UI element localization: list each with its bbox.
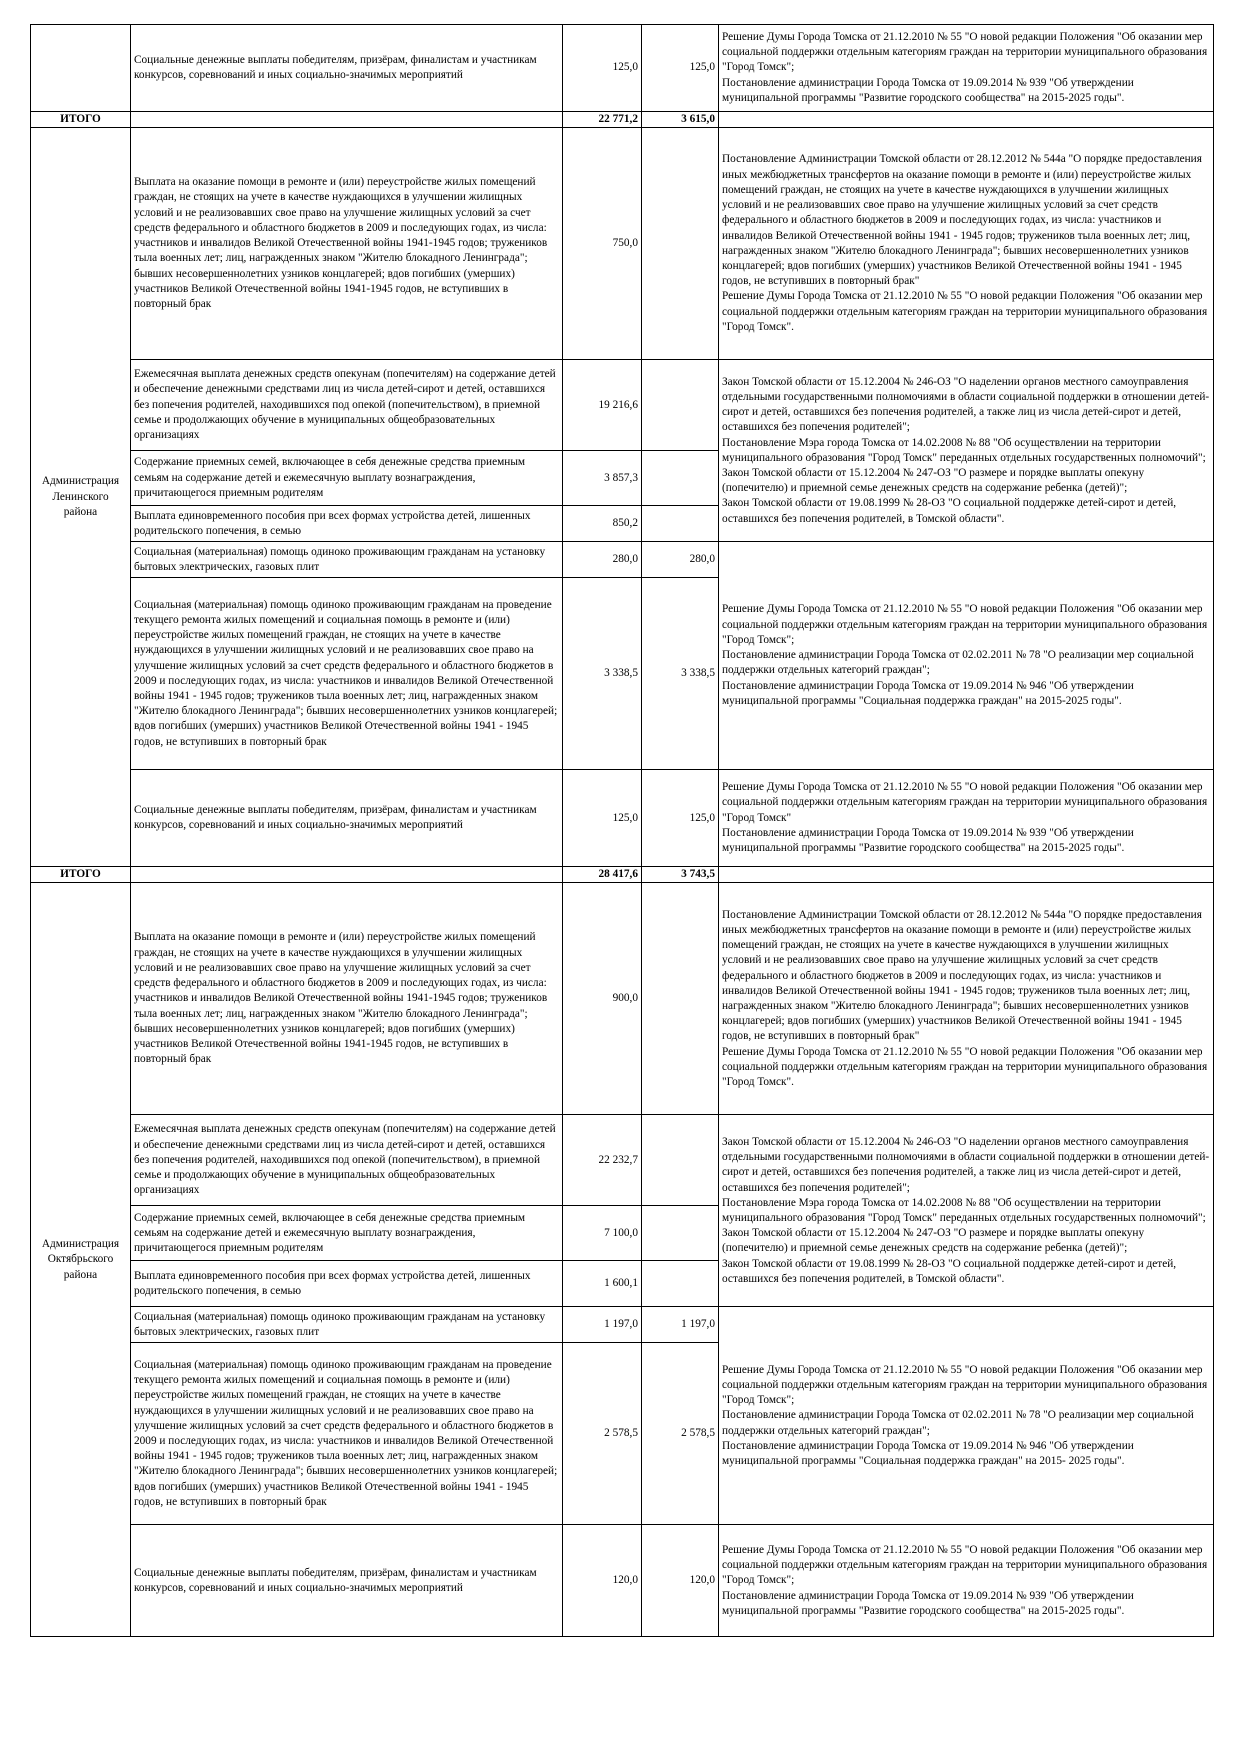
amount-total: 2 578,5 — [563, 1343, 642, 1525]
measure-description: Содержание приемных семей, включающее в себя денежные средства приемным семьям на содержание детей и ежемесячную выплату вознаграждения, причитающегося приемным родителям — [131, 451, 563, 506]
amount-local — [642, 360, 719, 451]
total-amount-local: 3 743,5 — [642, 867, 719, 883]
measure-description: Социальная (материальная) помощь одиноко проживающим гражданам на проведение текущего ремонта жилых помещений и социальная помощь в ремонте и (или) переустройстве жилых помещений граждан, не стоящих на учете в качестве нуждающихся в улучшении жилищных условий и не реализовавших свое право на улучшение жилищных условий за счет средств федерального и областного бюджетов в 2009 и последующих годах, из числа: участников и инвалидов Великой Отечественной войны 1941 - 1945 годов; тружеников тыла военных лет; лиц, награжденных знаком "Жителю блокадного Ленинграда"; бывших несовершеннолетних узников концлагерей; вдов погибших (умерших) участников Великой Отечественной войны 1941 - 1945 годов, не вступивших в повторный брак — [131, 1343, 563, 1525]
amount-local: 1 197,0 — [642, 1307, 719, 1343]
legal-basis: Закон Томской области от 15.12.2004 № 246-ОЗ "О наделении органов местного самоуправления отдельными государственными полномочиями в области социальной поддержки в отношении детей-сирот и детей, оставшихся без попечения родителей, а также лиц из числа детей-сирот и детей, оставшихся без попечения родителей"; Постановление Мэра города Томска от 14.02.2008 № 88 "Об осуществлении на территории муниципального образования "Город Томск" переданных отдельных государственных полномочий"; Закон Томской области от 15.12.2004 № 247-ОЗ "О размере и порядке выплаты опекуну (попечителю) и приемной семье денежных средств на содержание ребенка (детей)"; Закон Томской области от 19.08.1999 № 28-ОЗ "О социальной поддержке детей-сирот и детей, оставшихся без попечения родителей, в Томской области". — [719, 360, 1214, 542]
total-amount: 22 771,2 — [563, 112, 642, 128]
total-row — [31, 867, 1214, 883]
total-spacer — [131, 112, 563, 128]
amount-total: 3 857,3 — [563, 451, 642, 506]
measure-description: Выплата единовременного пособия при всех формах устройства детей, лишенных родительского попечения, в семью — [131, 506, 563, 542]
total-spacer — [131, 867, 563, 883]
measure-description: Социальные денежные выплаты победителям, призёрам, финалистам и участникам конкурсов, соревнований и иных социально-значимых мероприятий — [131, 770, 563, 867]
table-row — [31, 770, 1214, 867]
measure-description: Ежемесячная выплата денежных средств опекунам (попечителям) на содержание детей и обеспечение денежными средствами лиц из числа детей-сирот и детей, оставшихся без попечения родителей, находившихся под опекой (попечительством), в приемной семье и продолжающих обучение в муниципальных общеобразовательных организациях — [131, 360, 563, 451]
amount-local: 2 578,5 — [642, 1343, 719, 1525]
measure-description: Социальная (материальная) помощь одиноко проживающим гражданам на установку бытовых электрических, газовых плит — [131, 542, 563, 578]
measure-description: Социальные денежные выплаты победителям, призёрам, финалистам и участникам конкурсов, соревнований и иных социально-значимых мероприятий — [131, 25, 563, 112]
amount-local — [642, 128, 719, 360]
amount-local — [642, 506, 719, 542]
amount-local: 125,0 — [642, 770, 719, 867]
measure-description: Выплата на оказание помощи в ремонте и (или) переустройстве жилых помещений граждан, не стоящих на учете в качестве нуждающихся в улучшении жилищных условий и не реализовавших свое право на улучшение жилищных условий за счет средств федерального и областного бюджетов в 2009 и последующих годах, из числа: участников и инвалидов Великой Отечественной войны 1941-1945 годов; тружеников тыла военных лет; лиц, награжденных знаком "Жителю блокадного Ленинграда"; бывших несовершеннолетних узников концлагерей; вдов погибших (умерших) участников Великой Отечественной войны 1941-1945 годов, не вступивших в повторный брак — [131, 883, 563, 1115]
amount-local — [642, 1115, 719, 1206]
amount-local — [642, 1206, 719, 1261]
amount-local: 280,0 — [642, 542, 719, 578]
total-amount: 28 417,6 — [563, 867, 642, 883]
table-row — [31, 883, 1214, 1115]
total-spacer — [719, 112, 1214, 128]
amount-local: 120,0 — [642, 1525, 719, 1637]
measure-description: Ежемесячная выплата денежных средств опекунам (попечителям) на содержание детей и обеспечение денежными средствами лиц из числа детей-сирот и детей, оставшихся без попечения родителей, находившихся под опекой (попечительством), в приемной семье и продолжающих обучение в муниципальных общеобразовательных организациях — [131, 1115, 563, 1206]
amount-total: 750,0 — [563, 128, 642, 360]
legal-basis: Решение Думы Города Томска от 21.12.2010 № 55 "О новой редакции Положения "Об оказании мер социальной поддержки отдельным категориям граждан на территории муниципального образования "Город Томск"; Постановление администрации Города Томска от 02.02.2011 № 78 "О реализации мер социальной поддержки отдельных категорий граждан"; Постановление администрации Города Томска от 19.09.2014 № 946 "Об утверждении муниципальной программы "Социальная поддержка граждан" на 2015-2025 годы". — [719, 542, 1214, 770]
measure-description: Выплата единовременного пособия при всех формах устройства детей, лишенных родительского попечения, в семью — [131, 1261, 563, 1307]
table-row — [31, 25, 1214, 112]
legal-basis: Решение Думы Города Томска от 21.12.2010 № 55 "О новой редакции Положения "Об оказании мер социальной поддержки отдельным категориям граждан на территории муниципального образования "Город Томск"; Постановление администрации Города Томска от 02.02.2011 № 78 "О реализации мер социальной поддержки отдельных категорий граждан"; Постановление администрации Города Томска от 19.09.2014 № 946 "Об утверждении муниципальной программы "Социальная поддержка граждан" на 2015- 2025 годы". — [719, 1307, 1214, 1525]
total-amount-local: 3 615,0 — [642, 112, 719, 128]
amount-total: 125,0 — [563, 770, 642, 867]
legal-basis: Решение Думы Города Томска от 21.12.2010 № 55 "О новой редакции Положения "Об оказании мер социальной поддержки отдельным категориям граждан на территории муниципального образования "Город Томск"; Постановление администрации Города Томска от 19.09.2014 № 939 "Об утверждении муниципальной программы "Развитие городского сообщества" на 2015-2025 годы". — [719, 25, 1214, 112]
amount-local: 3 338,5 — [642, 578, 719, 770]
measure-description: Выплата на оказание помощи в ремонте и (или) переустройстве жилых помещений граждан, не стоящих на учете в качестве нуждающихся в улучшении жилищных условий и не реализовавших свое право на улучшение жилищных условий за счет средств федерального и областного бюджетов в 2009 и последующих годах, из числа: участников и инвалидов Великой Отечественной войны 1941-1945 годов; тружеников тыла военных лет; лиц, награжденных знаком "Жителю блокадного Ленинграда"; бывших несовершеннолетних узников концлагерей; вдов погибших (умерших) участников Великой Отечественной войны 1941-1945 годов, не вступивших в повторный брак — [131, 128, 563, 360]
org-name: Администрация Ленинского района — [31, 128, 131, 867]
total-label: ИТОГО — [31, 112, 131, 128]
amount-local — [642, 1261, 719, 1307]
amount-total: 850,2 — [563, 506, 642, 542]
amount-total: 120,0 — [563, 1525, 642, 1637]
amount-local — [642, 451, 719, 506]
amount-total: 280,0 — [563, 542, 642, 578]
table-row — [31, 1115, 1214, 1206]
legal-basis: Решение Думы Города Томска от 21.12.2010 № 55 "О новой редакции Положения "Об оказании мер социальной поддержки отдельным категориям граждан на территории муниципального образования "Город Томск" Постановление администрации Города Томска от 19.09.2014 № 939 "Об утверждении муниципальной программы "Развитие городского сообщества" на 2015-2025 годы". — [719, 770, 1214, 867]
table-row — [31, 360, 1214, 451]
amount-total: 7 100,0 — [563, 1206, 642, 1261]
table-row — [31, 1525, 1214, 1637]
org-cell — [31, 25, 131, 112]
legal-basis: Постановление Администрации Томской области от 28.12.2012 № 544а "О порядке предоставления иных межбюджетных трансфертов на оказание помощи в ремонте и (или) переустройстве жилых помещений граждан, не стоящих на учете в качестве нуждающихся в улучшении жилищных условий и не реализовавших свое право на улучшение жилищных условий за счет средств федерального и областного бюджетов в 2009 и последующих годах, из числа: участников и инвалидов Великой Отечественной войны 1941 - 1945 годов; тружеников тыла военных лет; лиц, награжденных знаком "Жителю блокадного Ленинграда"; бывших несовершеннолетних узников концлагерей; вдов погибших (умерших) участников Великой Отечественной войны 1941 - 1945 годов, не вступивших в повторный брак" Решение Думы Города Томска от 21.12.2010 № 55 "О новой редакции Положения "Об оказании мер социальной поддержки отдельным категориям граждан на территории муниципального образования "Город Томск". — [719, 128, 1214, 360]
total-spacer — [719, 867, 1214, 883]
table-row — [31, 1307, 1214, 1343]
amount-total: 3 338,5 — [563, 578, 642, 770]
total-label: ИТОГО — [31, 867, 131, 883]
amount-total: 19 216,6 — [563, 360, 642, 451]
measure-description: Содержание приемных семей, включающее в себя денежные средства приемным семьям на содержание детей и ежемесячную выплату вознаграждения, причитающегося приемным родителям — [131, 1206, 563, 1261]
amount-total: 125,0 — [563, 25, 642, 112]
budget-table — [30, 24, 1214, 1637]
org-name: Администрация Октябрьского района — [31, 883, 131, 1637]
amount-total: 1 600,1 — [563, 1261, 642, 1307]
legal-basis: Решение Думы Города Томска от 21.12.2010 № 55 "О новой редакции Положения "Об оказании мер социальной поддержки отдельным категориям граждан на территории муниципального образования "Город Томск"; Постановление администрации Города Томска от 19.09.2014 № 939 "Об утверждении муниципальной программы "Развитие городского сообщества" на 2015-2025 годы". — [719, 1525, 1214, 1637]
legal-basis: Постановление Администрации Томской области от 28.12.2012 № 544а "О порядке предоставления иных межбюджетных трансфертов на оказание помощи в ремонте и (или) переустройстве жилых помещений граждан, не стоящих на учете в качестве нуждающихся в улучшении жилищных условий и не реализовавших свое право на улучшение жилищных условий за счет средств федерального и областного бюджетов в 2009 и последующих годах, из числа: участников и инвалидов Великой Отечественной войны 1941 - 1945 годов; тружеников тыла военных лет; лиц, награжденных знаком "Жителю блокадного Ленинграда"; бывших несовершеннолетних узников концлагерей; вдов погибших (умерших) участников Великой Отечественной войны 1941 - 1945 годов, не вступивших в повторный брак" Решение Думы Города Томска от 21.12.2010 № 55 "О новой редакции Положения "Об оказании мер социальной поддержки отдельным категориям граждан на территории муниципального образования "Город Томск". — [719, 883, 1214, 1115]
measure-description: Социальная (материальная) помощь одиноко проживающим гражданам на установку бытовых электрических, газовых плит — [131, 1307, 563, 1343]
measure-description: Социальная (материальная) помощь одиноко проживающим гражданам на проведение текущего ремонта жилых помещений и социальная помощь в ремонте и (или) переустройстве жилых помещений граждан, не стоящих на учете в качестве нуждающихся в улучшении жилищных условий и не реализовавших свое право на улучшение жилищных условий за счет средств федерального и областного бюджетов в 2009 и последующих годах, из числа: участников и инвалидов Великой Отечественной войны 1941 - 1945 годов; тружеников тыла военных лет; лиц, награжденных знаком "Жителю блокадного Ленинграда"; бывших несовершеннолетних узников концлагерей; вдов погибших (умерших) участников Великой Отечественной войны 1941 - 1945 годов, не вступивших в повторный брак — [131, 578, 563, 770]
legal-basis: Закон Томской области от 15.12.2004 № 246-ОЗ "О наделении органов местного самоуправления отдельными государственными полномочиями в области социальной поддержки в отношении детей-сирот и детей, оставшихся без попечения родителей, а также лиц из числа детей-сирот и детей, оставшихся без попечения родителей"; Постановление Мэра города Томска от 14.02.2008 № 88 "Об осуществлении на территории муниципального образования "Город Томск" переданных отдельных государственных полномочий"; Закон Томской области от 15.12.2004 № 247-ОЗ "О размере и порядке выплаты опекуну (попечителю) и приемной семье денежных средств на содержание ребенка (детей)"; Закон Томской области от 19.08.1999 № 28-ОЗ "О социальной поддержке детей-сирот и детей, оставшихся без попечения родителей, в Томской области". — [719, 1115, 1214, 1307]
amount-total: 900,0 — [563, 883, 642, 1115]
table-row — [31, 542, 1214, 578]
amount-total: 1 197,0 — [563, 1307, 642, 1343]
amount-total: 22 232,7 — [563, 1115, 642, 1206]
amount-local — [642, 883, 719, 1115]
measure-description: Социальные денежные выплаты победителям, призёрам, финалистам и участникам конкурсов, соревнований и иных социально-значимых мероприятий — [131, 1525, 563, 1637]
amount-local: 125,0 — [642, 25, 719, 112]
table-row — [31, 128, 1214, 360]
total-row — [31, 112, 1214, 128]
